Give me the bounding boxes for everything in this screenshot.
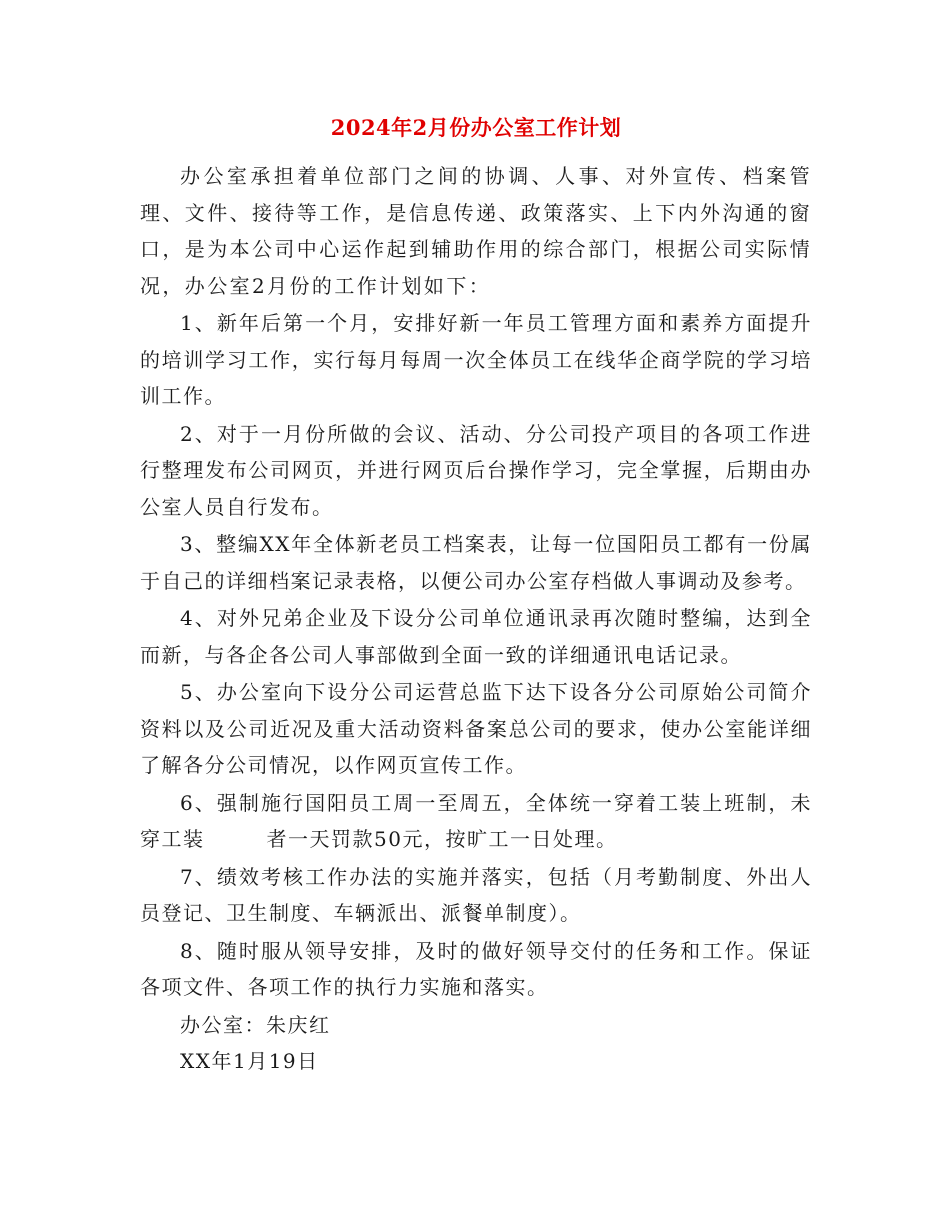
- list-item: 3、整编XX年全体新老员工档案表，让每一位国阳员工都有一份属于自己的详细档案记录表格，以便公司办公室存档做人事调动及参考。: [140, 532, 812, 593]
- signature: 办公室：朱庆红: [180, 1012, 331, 1037]
- list-item: 8、随时服从领导安排，及时的做好领导交付的任务和工作。保证各项文件、各项工作的执行力实施和落实。: [140, 938, 812, 999]
- list-item: 2、对于一月份所做的会议、活动、分公司投产项目的各项工作进行整理发布公司网页，并进行网页后台操作学习，完全掌握，后期由办公室人员自行发布。: [140, 421, 812, 519]
- list-item: 7、绩效考核工作办法的实施并落实，包括（月考勤制度、外出人员登记、卫生制度、车辆派出、派餐单制度）。: [140, 864, 812, 925]
- list-item: 1、新年后第一个月，安排好新一年员工管理方面和素养方面提升的培训学习工作，实行每月每周一次全体员工在线华企商学院的学习培训工作。: [140, 311, 812, 408]
- list-item: 5、办公室向下设分公司运营总监下达下设各分公司原始公司简介资料以及公司近况及重大活动资料备案总公司的要求，使办公室能详细了解各分公司情况，以作网页宣传工作。: [140, 680, 812, 777]
- item6-text-part1: 6、强制施行国阳员工周一至周五，全体统一穿着工装上班制，未穿工装: [140, 790, 812, 851]
- intro-paragraph: 办公室承担着单位部门之间的协调、人事、对外宣传、档案管理、文件、接待等工作，是信息传递、政策落实、上下内外沟通的窗口，是为本公司中心运作起到辅助作用的综合部门，根据公司实际情况，办公室2月份的工作计划如下：: [140, 164, 812, 298]
- item6-text-part2: 者一天罚款50元，按旷工一日处理。: [266, 827, 618, 851]
- list-item: [140, 785, 812, 858]
- document-title: 2024年2月份办公室工作计划: [330, 115, 622, 140]
- list-item: 4、对外兄弟企业及下设分公司单位通讯录再次随时整编，达到全而新，与各企各公司人事部做到全面一致的详细通讯电话记录。: [140, 606, 812, 667]
- document-page: [140, 112, 812, 1080]
- date: XX年1月19日: [180, 1049, 319, 1073]
